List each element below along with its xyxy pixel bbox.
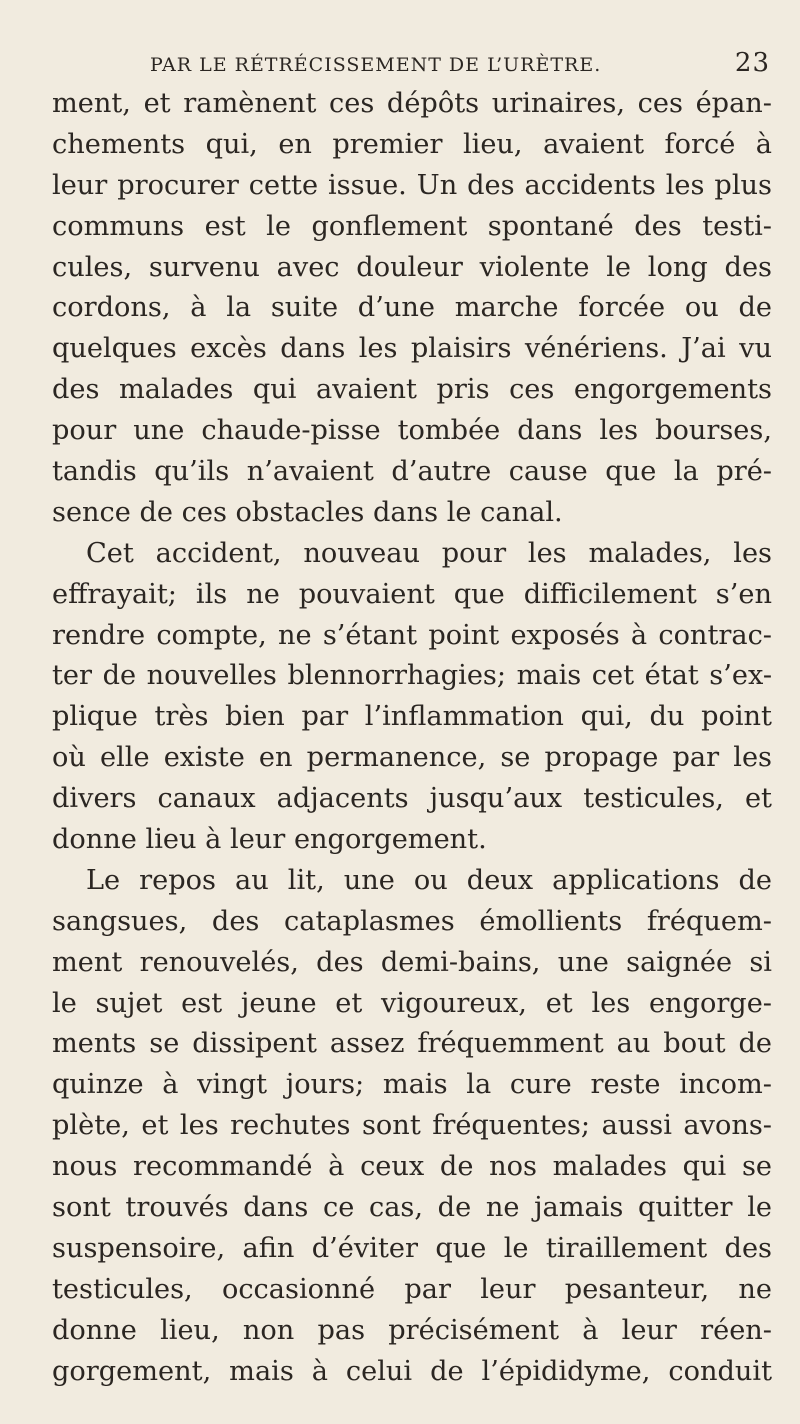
text-line: rendre compte, ne s’étant point exposés à contrac-: [52, 619, 772, 651]
text-line: sangsues, des cataplasmes émollients fréquem-: [52, 905, 772, 937]
text-line: plète, et les rechutes sont fréquentes; aussi avons-: [52, 1110, 772, 1142]
text-line: tandis qu’ils n’avaient d’autre cause que la pré-: [52, 456, 772, 488]
text-line: ter de nouvelles blennorrhagies; mais cet état s’ex-: [52, 660, 772, 692]
text-line: ment renouvelés, des demi-bains, une saignée si: [52, 946, 772, 978]
text-line: sence de ces obstacles dans le canal.: [52, 496, 563, 528]
text-line: où elle existe en permanence, se propage par les: [52, 742, 772, 774]
text-line: donne lieu, non pas précisément à leur réen-: [52, 1314, 772, 1346]
running-header: [150, 48, 770, 78]
text-line: le sujet est jeune et vigoureux, et les engorge-: [52, 987, 772, 1019]
text-line: des malades qui avaient pris ces engorgements: [52, 374, 772, 406]
text-line: ments se dissipent assez fréquemment au bout de: [52, 1028, 772, 1060]
text-line: suspensoire, afin d’éviter que le tiraillement des: [52, 1232, 772, 1264]
text-line: plique très bien par l’inflammation qui, du point: [52, 701, 772, 733]
text-line: ment, et ramènent ces dépôts urinaires, ces épan-: [52, 88, 772, 119]
text-line: cordons, à la suite d’une marche forcée ou de: [52, 292, 772, 324]
text-line: cules, survenu avec douleur violente le long des: [52, 251, 772, 283]
header-title: PAR LE RÉTRÉCISSEMENT DE L’URÈTRE.: [150, 54, 602, 76]
text-line: leur procurer cette issue. Un des accidents les plus: [52, 169, 772, 201]
text-line: Le repos au lit, une ou deux applications de: [86, 864, 772, 896]
text-line: donne lieu à leur engorgement.: [52, 824, 487, 856]
text-line: communs est le gonflement spontané des testi-: [52, 210, 772, 242]
text-line: quinze à vingt jours; mais la cure reste incom-: [52, 1069, 772, 1101]
body-text: [52, 84, 772, 1393]
text-line: gorgement, mais à celui de l’épididyme, conduit: [52, 1355, 772, 1387]
text-line: sont trouvés dans ce cas, de ne jamais quitter le: [52, 1192, 772, 1224]
page-number: 23: [734, 48, 770, 78]
text-line: Cet accident, nouveau pour les malades, les: [86, 537, 772, 569]
text-line: quelques excès dans les plaisirs vénériens. J’ai vu: [52, 333, 772, 365]
text-line: testicules, occasionné par leur pesanteur, ne: [52, 1273, 772, 1305]
text-line: divers canaux adjacents jusqu’aux testicules, et: [52, 783, 772, 815]
text-line: chements qui, en premier lieu, avaient forcé à: [52, 128, 772, 160]
text-line: effrayait; ils ne pouvaient que difficilement s’en: [52, 578, 772, 610]
text-line: pour une chaude-pisse tombée dans les bourses,: [52, 415, 772, 447]
text-line: nous recommandé à ceux de nos malades qui se: [52, 1151, 772, 1183]
